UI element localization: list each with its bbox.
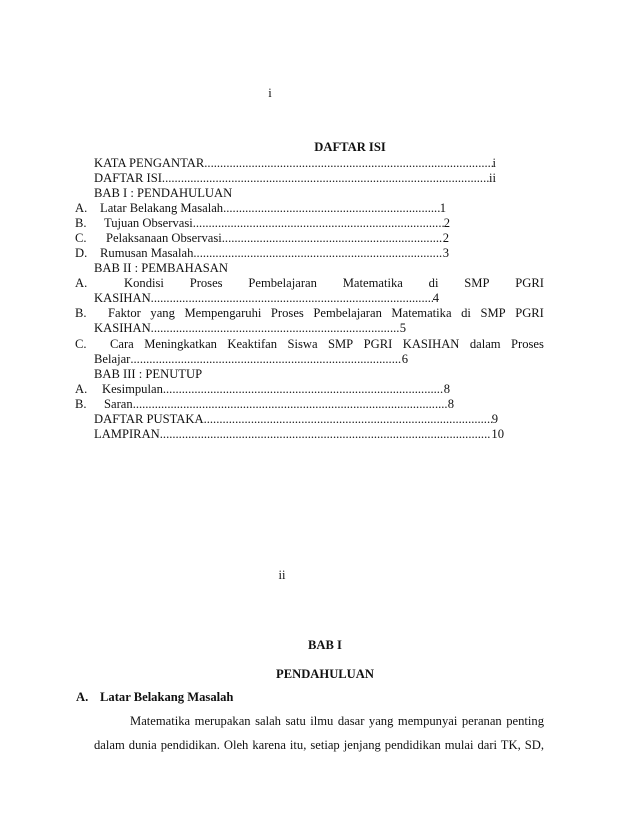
dot-leader [193,216,444,231]
toc-word: Pembelajaran [248,276,317,290]
toc-entry-label: Saran [104,397,133,411]
toc-word: PGRI [363,337,393,351]
toc-entry-page: 1 [439,201,446,215]
toc-entry-label: Pelaksanaan Observasi [106,231,222,245]
toc-entry-latar-belakang[interactable] [100,201,446,216]
toc-entry-page: i [492,156,496,170]
toc-word: Mempengaruhi [184,306,262,320]
dot-leader [162,171,489,186]
dot-leader [193,246,442,261]
toc-word: PGRI [515,306,544,320]
dot-leader [151,321,400,336]
toc-word: Faktor [108,306,141,320]
body-paragraph [94,714,544,754]
toc-letter: A. [75,201,88,215]
toc-entry-pelaksanaan[interactable] [106,231,449,246]
dot-leader [204,156,492,171]
dot-leader [133,397,448,412]
toc-entry-page: 2 [442,231,449,245]
toc-letter: C. [75,337,87,351]
toc-entry-faktor-cont[interactable] [94,321,406,336]
toc-entry-page: 8 [443,382,450,396]
toc-entry-cara-cont[interactable] [94,352,408,367]
toc-entry-label: Latar Belakang Masalah [100,201,224,215]
toc-entry-label: Rumusan Masalah [100,246,194,260]
toc-word: Cara [110,337,134,351]
toc-word: dalam [469,337,501,351]
toc-entry-saran[interactable] [104,397,454,412]
toc-word: di [461,306,471,320]
toc-word: yang [150,306,175,320]
dot-leader [204,412,492,427]
toc-entry-kesimpulan[interactable] [102,382,450,397]
toc-entry-page: 10 [491,427,504,441]
chapter-heading: BAB I [308,638,342,652]
page-number-top: i [268,86,272,100]
toc-word: SMP [464,276,490,290]
toc-entry-page: 4 [432,291,439,305]
toc-entry-page: 2 [443,216,450,230]
toc-letter: B. [75,216,87,230]
toc-entry-label: KASIHAN [94,321,151,335]
toc-entry-page: 8 [447,397,454,411]
toc-word: Pembelajaran [313,306,382,320]
toc-word: Proses [270,306,304,320]
toc-entry-kondisi-cont[interactable] [94,291,439,306]
toc-entry-tujuan-observasi[interactable] [104,216,450,231]
toc-chapter-bab-1: BAB I : PENDAHULUAN [94,186,233,200]
toc-entry-page: 3 [442,246,449,260]
toc-entry-page: 6 [401,352,408,366]
toc-entry-label: LAMPIRAN [94,427,160,441]
toc-letter: B. [75,306,87,320]
toc-entry-page: ii [489,171,496,185]
dot-leader [160,427,492,442]
toc-entry-label: Belajar [94,352,131,366]
dot-leader [151,291,433,306]
toc-word: Matematika [391,306,452,320]
toc-entry-label: Tujuan Observasi [104,216,193,230]
toc-entry-daftar-pustaka[interactable] [94,412,498,427]
paragraph-line: Matematika merupakan salah satu ilmu dasar yang mempunyai peranan penting [130,714,544,728]
chapter-title: PENDAHULUAN [276,667,374,681]
toc-entry-label: DAFTAR PUSTAKA [94,412,204,426]
page-number-bottom: ii [278,568,286,582]
toc-entry-label: DAFTAR ISI [94,171,162,185]
toc-chapter-bab-3: BAB III : PENUTUP [94,367,203,381]
toc-entry-label: Kesimpulan [102,382,163,396]
toc-letter: B. [75,397,87,411]
toc-entry-lampiran[interactable] [94,427,504,442]
toc-entry-kondisi[interactable] [124,276,544,291]
toc-word: Proses [511,337,544,351]
toc-word: Meningkatkan [144,337,217,351]
toc-word: SMP [480,306,506,320]
dot-leader [130,352,401,367]
toc-word: Proses [189,276,223,290]
dot-leader [222,231,443,246]
dot-leader [223,201,440,216]
toc-title: DAFTAR ISI [314,140,386,154]
toc-letter: C. [75,231,87,245]
toc-entry-label: KASIHAN [94,291,151,305]
toc-entry-page: 5 [399,321,406,335]
toc-entry-faktor[interactable] [108,306,544,321]
toc-entry-label: KATA PENGANTAR [94,156,205,170]
toc-letter: A. [75,382,88,396]
dot-leader [163,382,444,397]
toc-letter: A. [75,276,88,290]
toc-word: SMP [327,337,354,351]
toc-chapter-bab-2: BAB II : PEMBAHASAN [94,261,228,275]
toc-entry-daftar-isi[interactable] [94,171,496,186]
toc-entry-cara[interactable] [110,337,544,352]
section-letter: A. [76,690,89,704]
toc-letter: D. [75,246,88,260]
toc-word: KASIHAN [402,337,460,351]
toc-entry-rumusan[interactable] [100,246,449,261]
toc-entry-kata-pengantar[interactable] [94,156,496,171]
paragraph-line: dalam dunia pendidikan. Oleh karena itu, setiap jenjang pendidikan mulai dari TK, SD, [94,738,544,753]
toc-word: Keaktifan [227,337,278,351]
toc-entry-page: 9 [491,412,498,426]
toc-word: Siswa [287,337,318,351]
toc-word: di [428,276,439,290]
toc-word: Kondisi [124,276,164,290]
toc-word: Matematika [342,276,403,290]
toc-word: PGRI [515,276,544,290]
section-heading: Latar Belakang Masalah [100,690,234,704]
